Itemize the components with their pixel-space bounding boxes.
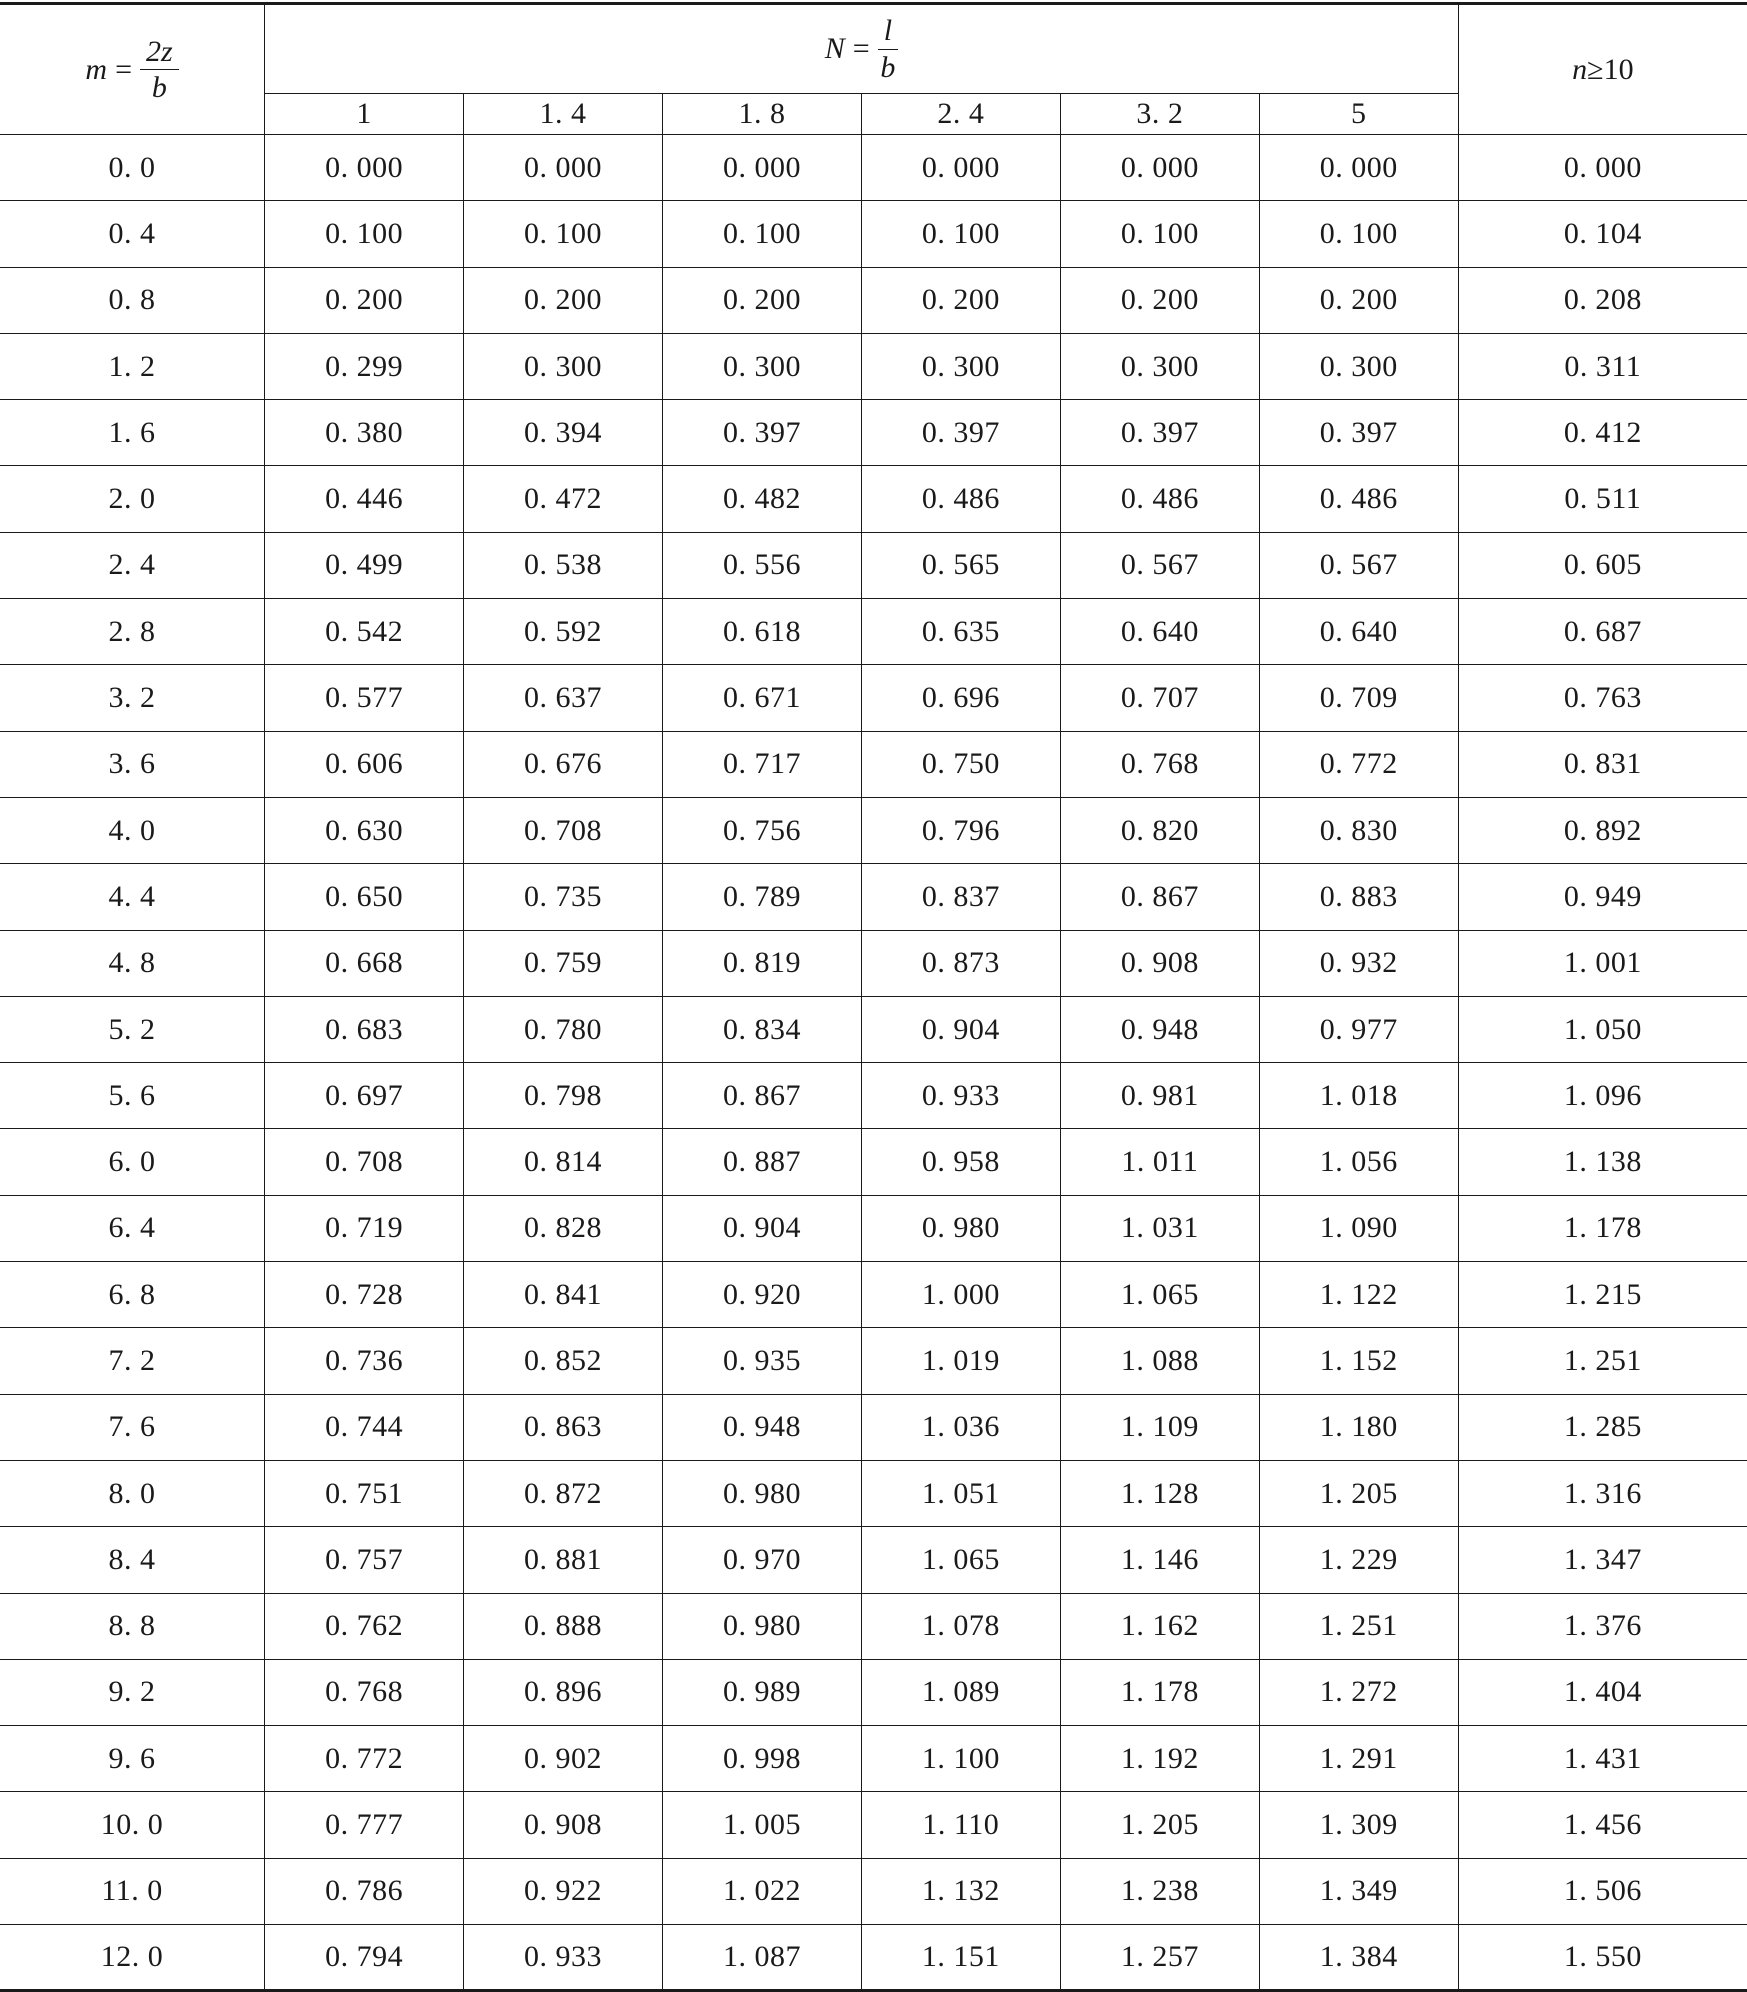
coefficient-cell: 0. 867	[1060, 864, 1259, 930]
coefficient-cell: 0. 000	[1259, 135, 1458, 201]
coefficient-cell: 0. 200	[1259, 267, 1458, 333]
coefficient-cell: 0. 300	[464, 333, 663, 399]
coefficient-cell: 0. 577	[265, 665, 464, 731]
table-row	[0, 1460, 1747, 1526]
coefficient-cell: 0. 486	[1259, 466, 1458, 532]
n-value-cell: 1. 456	[1458, 1792, 1747, 1858]
table-row	[0, 400, 1747, 466]
m-value-cell: 4. 8	[0, 930, 265, 996]
coefficient-cell: 1. 051	[861, 1460, 1060, 1526]
coefficient-cell: 0. 499	[265, 532, 464, 598]
m-column-header	[0, 4, 265, 135]
coefficient-cell: 1. 018	[1259, 1063, 1458, 1129]
coefficient-cell: 0. 981	[1060, 1063, 1259, 1129]
coefficient-cell: 0. 668	[265, 930, 464, 996]
coefficient-cell: 1. 100	[861, 1726, 1060, 1792]
coefficient-cell: 0. 397	[1259, 400, 1458, 466]
coefficient-cell: 0. 200	[861, 267, 1060, 333]
coefficient-cell: 0. 863	[464, 1394, 663, 1460]
coefficient-cell: 0. 933	[464, 1925, 663, 1991]
N-equals: =	[852, 32, 870, 65]
m-value-cell: 12. 0	[0, 1925, 265, 1991]
coefficient-cell: 0. 867	[662, 1063, 861, 1129]
coefficient-cell: 0. 904	[662, 1195, 861, 1261]
table-body	[0, 135, 1747, 1991]
coefficient-cell: 0. 896	[464, 1659, 663, 1725]
table-row	[0, 1726, 1747, 1792]
n-value-cell: 1. 050	[1458, 996, 1747, 1062]
N-variable: N	[824, 32, 845, 65]
coefficient-cell: 1. 019	[861, 1328, 1060, 1394]
coefficient-cell: 1. 272	[1259, 1659, 1458, 1725]
n-value-cell: 1. 550	[1458, 1925, 1747, 1991]
coefficient-cell: 0. 472	[464, 466, 663, 532]
n-value-cell: 1. 347	[1458, 1527, 1747, 1593]
coefficient-cell: 0. 630	[265, 797, 464, 863]
table-row	[0, 1328, 1747, 1394]
m-value-cell: 6. 8	[0, 1262, 265, 1328]
coefficient-cell: 0. 709	[1259, 665, 1458, 731]
n-value-cell: 1. 215	[1458, 1262, 1747, 1328]
n-value-cell: 1. 376	[1458, 1593, 1747, 1659]
m-value-cell: 7. 6	[0, 1394, 265, 1460]
coefficient-cell: 0. 768	[1060, 731, 1259, 797]
N-value-header: 5	[1259, 94, 1458, 135]
n-value-cell: 0. 208	[1458, 267, 1747, 333]
N-value-header: 3. 2	[1060, 94, 1259, 135]
coefficient-table	[0, 2, 1747, 1992]
coefficient-cell: 0. 200	[1060, 267, 1259, 333]
coefficient-cell: 0. 635	[861, 599, 1060, 665]
coefficient-cell: 1. 146	[1060, 1527, 1259, 1593]
coefficient-cell: 0. 794	[265, 1925, 464, 1991]
coefficient-cell: 0. 100	[1060, 201, 1259, 267]
coefficient-cell: 0. 902	[464, 1726, 663, 1792]
coefficient-cell: 1. 291	[1259, 1726, 1458, 1792]
coefficient-cell: 0. 887	[662, 1129, 861, 1195]
coefficient-cell: 1. 087	[662, 1925, 861, 1991]
n-value-cell: 0. 831	[1458, 731, 1747, 797]
coefficient-cell: 0. 920	[662, 1262, 861, 1328]
m-fraction	[140, 36, 179, 104]
table-row	[0, 1925, 1747, 1991]
table-row	[0, 1262, 1747, 1328]
m-value-cell: 6. 4	[0, 1195, 265, 1261]
coefficient-cell: 0. 908	[1060, 930, 1259, 996]
coefficient-cell: 0. 556	[662, 532, 861, 598]
coefficient-cell: 0. 786	[265, 1858, 464, 1924]
n-value-cell: 1. 431	[1458, 1726, 1747, 1792]
coefficient-cell: 0. 756	[662, 797, 861, 863]
coefficient-cell: 0. 565	[861, 532, 1060, 598]
m-value-cell: 9. 2	[0, 1659, 265, 1725]
coefficient-cell: 0. 883	[1259, 864, 1458, 930]
coefficient-cell: 0. 397	[662, 400, 861, 466]
coefficient-cell: 0. 000	[1060, 135, 1259, 201]
n-value-cell: 0. 000	[1458, 135, 1747, 201]
m-value-cell: 10. 0	[0, 1792, 265, 1858]
coefficient-cell: 0. 592	[464, 599, 663, 665]
n-value-cell: 0. 605	[1458, 532, 1747, 598]
m-formula	[85, 36, 178, 104]
coefficient-cell: 0. 717	[662, 731, 861, 797]
coefficient-cell: 0. 300	[662, 333, 861, 399]
coefficient-cell: 0. 000	[662, 135, 861, 201]
table-row	[0, 532, 1747, 598]
coefficient-cell: 0. 820	[1060, 797, 1259, 863]
coefficient-cell: 0. 482	[662, 466, 861, 532]
table-row	[0, 1792, 1747, 1858]
n-column-header	[1458, 4, 1747, 135]
coefficient-cell: 0. 640	[1259, 599, 1458, 665]
coefficient-cell: 0. 708	[265, 1129, 464, 1195]
coefficient-cell: 0. 200	[464, 267, 663, 333]
n-value-cell: 1. 251	[1458, 1328, 1747, 1394]
N-numerator: l	[878, 15, 898, 50]
coefficient-cell: 0. 676	[464, 731, 663, 797]
table-row	[0, 1858, 1747, 1924]
coefficient-cell: 0. 637	[464, 665, 663, 731]
n-value-cell: 0. 949	[1458, 864, 1747, 930]
coefficient-cell: 0. 606	[265, 731, 464, 797]
coefficient-cell: 0. 719	[265, 1195, 464, 1261]
coefficient-cell: 0. 789	[662, 864, 861, 930]
N-value-header: 2. 4	[861, 94, 1060, 135]
table-row	[0, 201, 1747, 267]
table-row	[0, 599, 1747, 665]
m-numerator: 2z	[140, 36, 179, 71]
n-value-cell: 0. 104	[1458, 201, 1747, 267]
coefficient-cell: 0. 380	[265, 400, 464, 466]
coefficient-cell: 0. 300	[1060, 333, 1259, 399]
coefficient-cell: 0. 446	[265, 466, 464, 532]
coefficient-cell: 0. 852	[464, 1328, 663, 1394]
coefficient-cell: 1. 132	[861, 1858, 1060, 1924]
coefficient-cell: 1. 089	[861, 1659, 1060, 1725]
coefficient-cell: 1. 110	[861, 1792, 1060, 1858]
coefficient-cell: 1. 090	[1259, 1195, 1458, 1261]
coefficient-cell: 0. 683	[265, 996, 464, 1062]
coefficient-cell: 0. 100	[662, 201, 861, 267]
coefficient-cell: 1. 257	[1060, 1925, 1259, 1991]
m-value-cell: 0. 4	[0, 201, 265, 267]
N-value-header: 1	[265, 94, 464, 135]
table-row	[0, 996, 1747, 1062]
table-row	[0, 665, 1747, 731]
table-row	[0, 1659, 1747, 1725]
coefficient-cell: 0. 707	[1060, 665, 1259, 731]
coefficient-cell: 1. 065	[861, 1527, 1060, 1593]
N-group-header	[265, 4, 1459, 94]
m-value-cell: 1. 2	[0, 333, 265, 399]
table-row	[0, 1593, 1747, 1659]
n-value-cell: 0. 892	[1458, 797, 1747, 863]
coefficient-cell: 0. 542	[265, 599, 464, 665]
m-equals: =	[115, 52, 132, 86]
coefficient-cell: 0. 300	[861, 333, 1060, 399]
m-value-cell: 8. 8	[0, 1593, 265, 1659]
m-value-cell: 9. 6	[0, 1726, 265, 1792]
coefficient-cell: 1. 178	[1060, 1659, 1259, 1725]
coefficient-cell: 0. 567	[1060, 532, 1259, 598]
m-value-cell: 7. 2	[0, 1328, 265, 1394]
table-row	[0, 1129, 1747, 1195]
n-value-cell: 0. 687	[1458, 599, 1747, 665]
coefficient-cell: 0. 200	[662, 267, 861, 333]
coefficient-cell: 0. 299	[265, 333, 464, 399]
m-value-cell: 3. 6	[0, 731, 265, 797]
coefficient-cell: 0. 735	[464, 864, 663, 930]
coefficient-cell: 0. 751	[265, 1460, 464, 1526]
coefficient-cell: 0. 881	[464, 1527, 663, 1593]
coefficient-cell: 0. 000	[861, 135, 1060, 201]
n-value-cell: 0. 763	[1458, 665, 1747, 731]
coefficient-cell: 0. 618	[662, 599, 861, 665]
coefficient-cell: 0. 100	[861, 201, 1060, 267]
m-variable: m	[85, 52, 108, 86]
coefficient-cell: 0. 828	[464, 1195, 663, 1261]
coefficient-cell: 1. 238	[1060, 1858, 1259, 1924]
coefficient-cell: 0. 750	[861, 731, 1060, 797]
coefficient-cell: 0. 736	[265, 1328, 464, 1394]
coefficient-cell: 0. 908	[464, 1792, 663, 1858]
n-value-cell: 1. 316	[1458, 1460, 1747, 1526]
coefficient-cell: 0. 762	[265, 1593, 464, 1659]
coefficient-cell: 0. 768	[265, 1659, 464, 1725]
coefficient-cell: 0. 980	[861, 1195, 1060, 1261]
coefficient-cell: 0. 834	[662, 996, 861, 1062]
coefficient-cell: 1. 152	[1259, 1328, 1458, 1394]
n-value-cell: 1. 138	[1458, 1129, 1747, 1195]
coefficient-cell: 1. 251	[1259, 1593, 1458, 1659]
coefficient-cell: 0. 300	[1259, 333, 1458, 399]
coefficient-cell: 0. 977	[1259, 996, 1458, 1062]
coefficient-cell: 0. 100	[464, 201, 663, 267]
coefficient-cell: 0. 397	[861, 400, 1060, 466]
coefficient-cell: 0. 100	[1259, 201, 1458, 267]
table-row	[0, 1394, 1747, 1460]
table-row	[0, 930, 1747, 996]
coefficient-cell: 1. 205	[1060, 1792, 1259, 1858]
coefficient-cell: 1. 036	[861, 1394, 1060, 1460]
coefficient-cell: 0. 814	[464, 1129, 663, 1195]
table-row	[0, 1527, 1747, 1593]
table-row	[0, 1063, 1747, 1129]
table-row	[0, 333, 1747, 399]
m-value-cell: 1. 6	[0, 400, 265, 466]
coefficient-cell: 1. 065	[1060, 1262, 1259, 1328]
coefficient-cell: 1. 384	[1259, 1925, 1458, 1991]
coefficient-cell: 0. 932	[1259, 930, 1458, 996]
coefficient-cell: 1. 349	[1259, 1858, 1458, 1924]
coefficient-cell: 0. 933	[861, 1063, 1060, 1129]
coefficient-cell: 0. 948	[662, 1394, 861, 1460]
coefficient-cell: 0. 757	[265, 1527, 464, 1593]
n-variable: n	[1572, 52, 1588, 86]
m-value-cell: 3. 2	[0, 665, 265, 731]
coefficient-cell: 0. 000	[265, 135, 464, 201]
coefficient-cell: 0. 841	[464, 1262, 663, 1328]
coefficient-cell: 0. 948	[1060, 996, 1259, 1062]
table-row	[0, 466, 1747, 532]
coefficient-cell: 1. 180	[1259, 1394, 1458, 1460]
n-threshold: ≥10	[1587, 52, 1634, 86]
m-value-cell: 2. 8	[0, 599, 265, 665]
coefficient-cell: 1. 205	[1259, 1460, 1458, 1526]
coefficient-cell: 0. 777	[265, 1792, 464, 1858]
coefficient-cell: 1. 011	[1060, 1129, 1259, 1195]
coefficient-cell: 0. 796	[861, 797, 1060, 863]
coefficient-cell: 0. 696	[861, 665, 1060, 731]
coefficient-cell: 1. 151	[861, 1925, 1060, 1991]
coefficient-cell: 0. 873	[861, 930, 1060, 996]
table-row	[0, 864, 1747, 930]
coefficient-cell: 0. 837	[861, 864, 1060, 930]
m-value-cell: 8. 0	[0, 1460, 265, 1526]
coefficient-cell: 0. 798	[464, 1063, 663, 1129]
n-value-cell: 1. 096	[1458, 1063, 1747, 1129]
coefficient-cell: 0. 671	[662, 665, 861, 731]
coefficient-cell: 1. 229	[1259, 1527, 1458, 1593]
coefficient-cell: 0. 980	[662, 1460, 861, 1526]
coefficient-cell: 0. 640	[1060, 599, 1259, 665]
coefficient-cell: 0. 989	[662, 1659, 861, 1725]
coefficient-cell: 1. 162	[1060, 1593, 1259, 1659]
m-value-cell: 2. 4	[0, 532, 265, 598]
n-value-cell: 1. 285	[1458, 1394, 1747, 1460]
coefficient-cell: 0. 486	[861, 466, 1060, 532]
coefficient-cell: 1. 031	[1060, 1195, 1259, 1261]
coefficient-cell: 0. 728	[265, 1262, 464, 1328]
coefficient-cell: 0. 998	[662, 1726, 861, 1792]
coefficient-cell: 0. 486	[1060, 466, 1259, 532]
coefficient-cell: 0. 394	[464, 400, 663, 466]
coefficient-cell: 0. 697	[265, 1063, 464, 1129]
coefficient-cell: 0. 819	[662, 930, 861, 996]
m-value-cell: 5. 2	[0, 996, 265, 1062]
coefficient-cell: 0. 922	[464, 1858, 663, 1924]
table-row	[0, 135, 1747, 201]
coefficient-cell: 0. 397	[1060, 400, 1259, 466]
coefficient-cell: 0. 538	[464, 532, 663, 598]
N-denominator: b	[880, 50, 896, 84]
m-value-cell: 0. 8	[0, 267, 265, 333]
m-value-cell: 4. 0	[0, 797, 265, 863]
coefficient-cell: 0. 958	[861, 1129, 1060, 1195]
coefficient-cell: 1. 005	[662, 1792, 861, 1858]
n-value-cell: 0. 511	[1458, 466, 1747, 532]
coefficient-cell: 0. 772	[265, 1726, 464, 1792]
m-value-cell: 11. 0	[0, 1858, 265, 1924]
coefficient-cell: 0. 888	[464, 1593, 663, 1659]
coefficient-cell: 0. 872	[464, 1460, 663, 1526]
table-row	[0, 731, 1747, 797]
m-value-cell: 0. 0	[0, 135, 265, 201]
coefficient-cell: 1. 000	[861, 1262, 1060, 1328]
header-row-main	[0, 4, 1747, 94]
m-denominator: b	[151, 71, 167, 104]
coefficient-cell: 1. 309	[1259, 1792, 1458, 1858]
N-value-header: 1. 8	[662, 94, 861, 135]
coefficient-cell: 0. 100	[265, 201, 464, 267]
coefficient-cell: 0. 650	[265, 864, 464, 930]
coefficient-cell: 1. 128	[1060, 1460, 1259, 1526]
N-value-header: 1. 4	[464, 94, 663, 135]
table-row	[0, 267, 1747, 333]
coefficient-cell: 0. 935	[662, 1328, 861, 1394]
table-row	[0, 797, 1747, 863]
m-value-cell: 6. 0	[0, 1129, 265, 1195]
coefficient-cell: 0. 980	[662, 1593, 861, 1659]
n-condition	[1572, 53, 1633, 86]
coefficient-cell: 0. 200	[265, 267, 464, 333]
m-value-cell: 8. 4	[0, 1527, 265, 1593]
coefficient-cell: 0. 567	[1259, 532, 1458, 598]
m-value-cell: 5. 6	[0, 1063, 265, 1129]
n-value-cell: 1. 404	[1458, 1659, 1747, 1725]
N-fraction	[878, 15, 898, 83]
coefficient-cell: 1. 056	[1259, 1129, 1458, 1195]
coefficient-cell: 0. 759	[464, 930, 663, 996]
coefficient-cell: 0. 830	[1259, 797, 1458, 863]
n-value-cell: 1. 178	[1458, 1195, 1747, 1261]
coefficient-cell: 0. 000	[464, 135, 663, 201]
coefficient-cell: 0. 970	[662, 1527, 861, 1593]
table-row	[0, 1195, 1747, 1261]
n-value-cell: 1. 506	[1458, 1858, 1747, 1924]
n-value-cell: 0. 412	[1458, 400, 1747, 466]
coefficient-cell: 1. 022	[662, 1858, 861, 1924]
coefficient-cell: 1. 088	[1060, 1328, 1259, 1394]
N-formula	[825, 15, 898, 83]
coefficient-cell: 1. 122	[1259, 1262, 1458, 1328]
coefficient-cell: 1. 109	[1060, 1394, 1259, 1460]
m-value-cell: 2. 0	[0, 466, 265, 532]
coefficient-cell: 1. 192	[1060, 1726, 1259, 1792]
coefficient-cell: 0. 772	[1259, 731, 1458, 797]
coefficient-cell: 0. 708	[464, 797, 663, 863]
coefficient-cell: 0. 904	[861, 996, 1060, 1062]
n-value-cell: 1. 001	[1458, 930, 1747, 996]
coefficient-cell: 0. 744	[265, 1394, 464, 1460]
coefficient-cell: 1. 078	[861, 1593, 1060, 1659]
coefficient-cell: 0. 780	[464, 996, 663, 1062]
m-value-cell: 4. 4	[0, 864, 265, 930]
n-value-cell: 0. 311	[1458, 333, 1747, 399]
